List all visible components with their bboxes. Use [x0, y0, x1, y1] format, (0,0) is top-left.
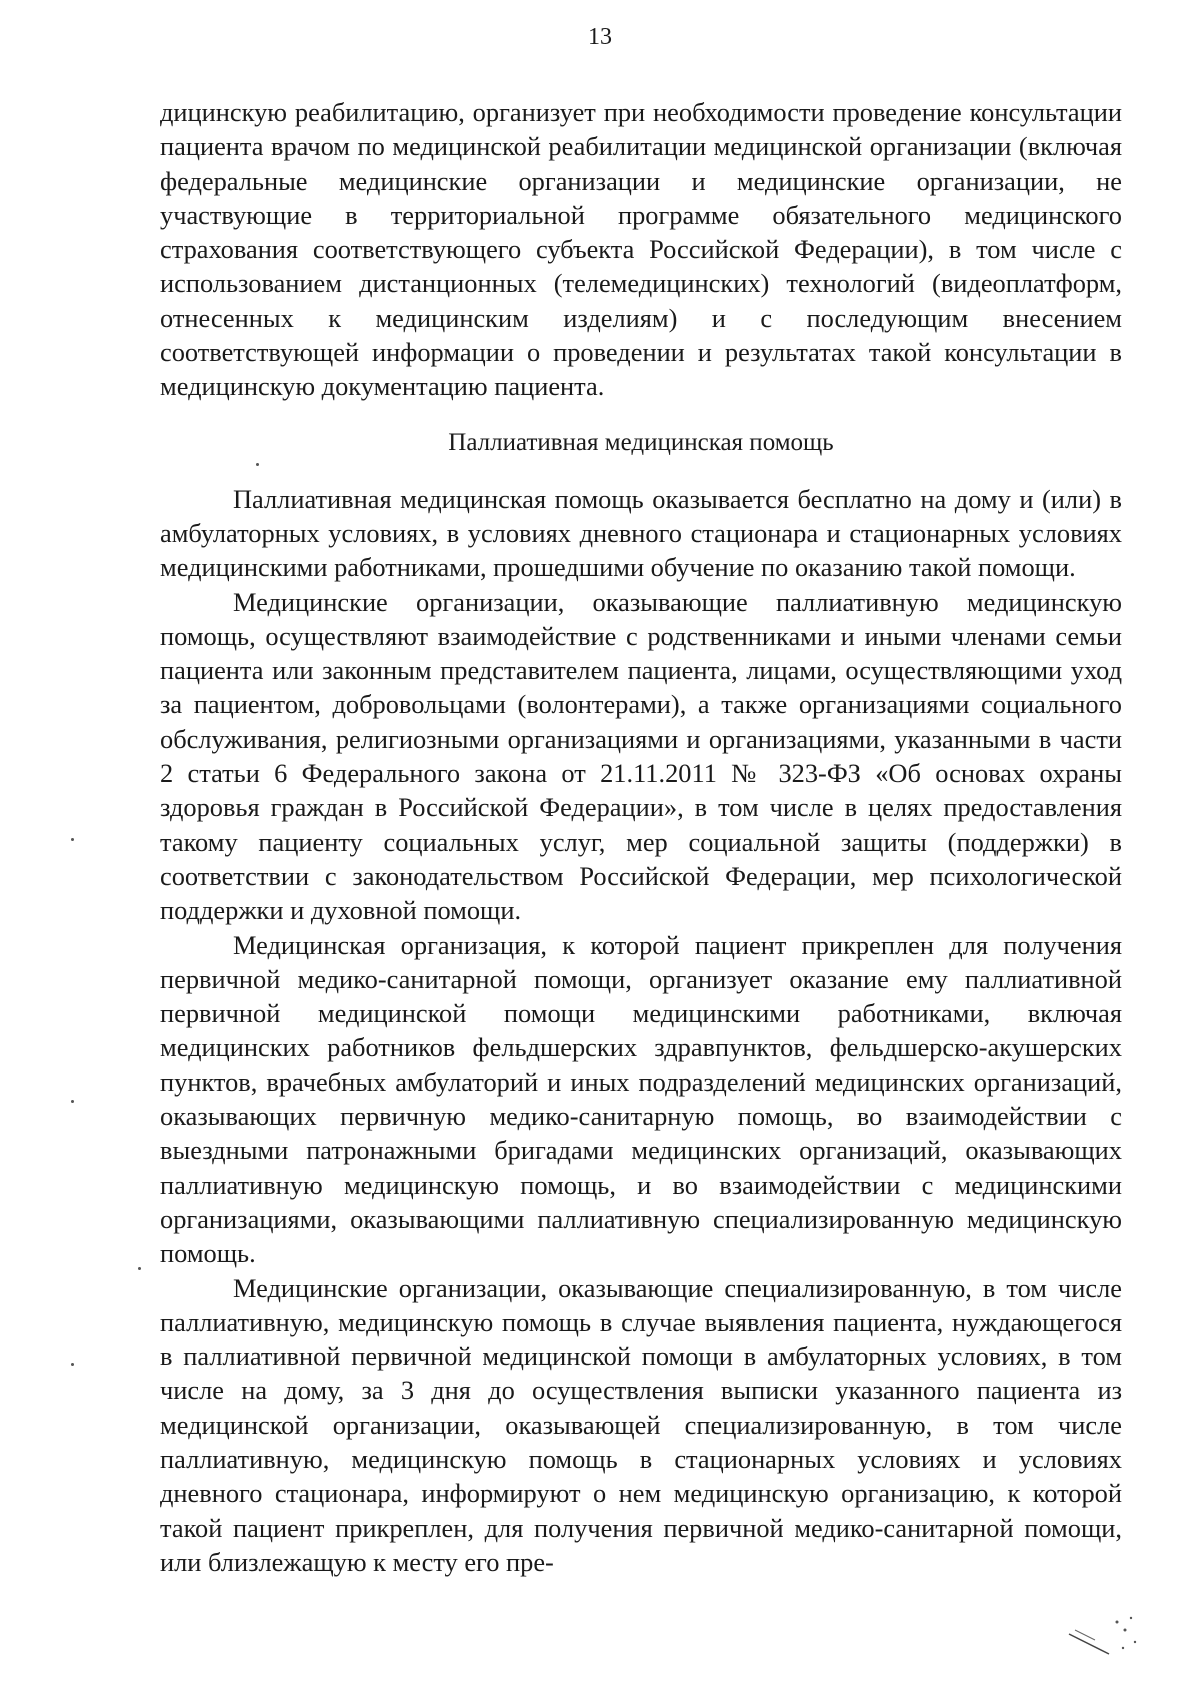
section-heading: Паллиативная медицинская помощь — [448, 428, 834, 456]
paragraph-specialized-care-discharge: Медицинские организации, оказывающие специализированную, в том числе паллиативную, медицинскую помощь в случае выявления пациента, нуждающегося в паллиативной первичной медицинской помощи в амбулаторных условиях, в том числе на дому, за 3 дня до осуществления выписки указанного пациента из медицинской организации, оказывающей специализированную, в том числе паллиативную, медицинскую помощь в стационарных условиях и условиях дневного стационара, информируют о нем медицинскую организацию, к которой такой пациент прикреплен, для получения первичной медико-санитарной помощи, или близлежащую к месту его пре- — [160, 1272, 1122, 1577]
scan-artifact-dot — [71, 1100, 74, 1103]
scan-artifact-dot — [256, 463, 259, 466]
scan-corner-mark — [1065, 1600, 1145, 1670]
page-number: 13 — [588, 24, 612, 50]
paragraph-interaction-with-relatives: Медицинские организации, оказывающие паллиативную медицинскую помощь, осуществляют взаимодействие с родственниками и иными членами семьи пациента или законным представителем пациента, лицами, осуществляющими уход за пациентом, добровольцами (волонтерами), а также организациями социального обслуживания, религиозными организациями и организациями, указанными в части 2 статьи 6 Федерального закона от 21.11.2011 № 323-ФЗ «Об основах охраны здоровья граждан в Российской Федерации», в том числе в целях предоставления такому пациенту социальных услуг, мер социальной защиты (поддержки) в соответствии с законодательством Российской Федерации, мер психологической поддержки и духовной помощи. — [160, 586, 1122, 926]
paragraph-primary-care-organization: Медицинская организация, к которой пациент прикреплен для получения первичной медико-санитарной помощи, организует оказание ему паллиативной первичной медицинской помощи медицинскими работниками, включая медицинских работников фельдшерских здравпунктов, фельдшерско-акушерских пунктов, врачебных амбулаторий и иных подразделений медицинских организаций, оказывающих первичную медико-санитарную помощь, во взаимодействии с выездными патронажными бригадами медицинских организаций, оказывающих паллиативную медицинскую помощь, и во взаимодействии с медицинскими организациями, оказывающими паллиативную специализированную медицинскую помощь. — [160, 929, 1122, 1269]
scan-artifact-dot — [71, 1363, 74, 1366]
paragraph-continuation: дицинскую реабилитацию, организует при необходимости проведение консультации пациента врачом по медицинской реабилитации медицинской организации (включая федеральные медицинские организации и медицинские организации, не участвующие в территориальной программе обязательного медицинского страхования соответствующего субъекта Российской Федерации), в том числе с использованием дистанционных (телемедицинских) технологий (видеоплатформ, отнесенных к медицинским изделиям) и с последующим внесением соответствующей информации о проведении и результатах такой консультации в медицинскую документацию пациента. — [160, 97, 1122, 402]
document-body — [160, 95, 1122, 1579]
paragraph-palliative-care-free: Паллиативная медицинская помощь оказывается бесплатно на дому и (или) в амбулаторных условиях, в условиях дневного стационара и стационарных условиях медицинскими работниками, прошедшими обучение по оказанию такой помощи. — [160, 483, 1122, 583]
scan-artifact-dot — [71, 838, 74, 841]
scan-artifact-dot — [138, 1267, 141, 1270]
